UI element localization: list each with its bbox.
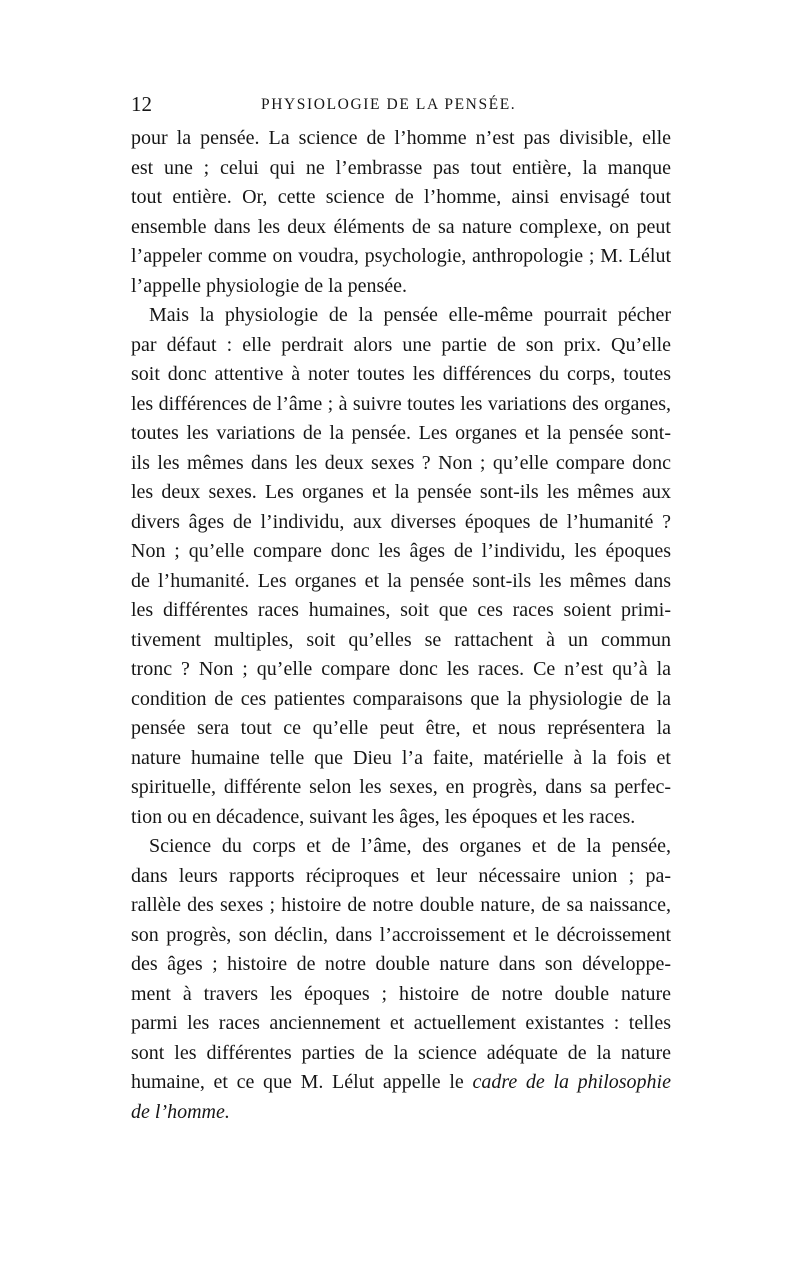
paragraph xyxy=(131,301,671,832)
text-line: ment à travers les époques ; histoire de notre double nature xyxy=(131,982,671,1005)
text-line: ensemble dans les deux éléments de sa nature complexe, on peut xyxy=(131,215,671,238)
italic-text-run: cadre de la philosophie xyxy=(472,1071,671,1093)
text-line: les différentes races humaines, soit que ces races soient primi- xyxy=(131,599,671,621)
body-text xyxy=(131,124,671,1127)
text-line: parmi les races anciennement et actuellement existantes : telles xyxy=(131,1012,671,1034)
text-line: tout entière. Or, cette science de l’homme, ainsi envisagé tout xyxy=(131,186,671,208)
text-line: pour la pensée. La science de l’homme n’est pas divisible, elle xyxy=(131,127,671,149)
text-line: tivement multiples, soit qu’elles se rattachent à un commun xyxy=(131,628,671,651)
paragraph xyxy=(131,124,671,301)
text-line: rallèle des sexes ; histoire de notre double nature, de sa naissance, xyxy=(131,894,671,916)
italic-text-run: de l’homme. xyxy=(131,1100,230,1123)
running-head xyxy=(131,92,671,116)
text-line: nature humaine telle que Dieu l’a faite, matérielle à la fois et xyxy=(131,746,671,769)
text-line: soit donc attentive à noter toutes les différences du corps, toutes xyxy=(131,363,671,385)
paragraph xyxy=(131,832,671,1127)
text-run: humaine, et ce que M. Lélut appelle le xyxy=(131,1071,473,1093)
text-line: des âges ; histoire de notre double nature dans son développe- xyxy=(131,953,671,975)
text-line xyxy=(131,1098,671,1128)
text-line: spirituelle, différente selon les sexes, en progrès, dans sa perfec- xyxy=(131,776,671,798)
text-line: dans leurs rapports réciproques et leur nécessaire union ; pa- xyxy=(131,864,671,887)
text-line xyxy=(131,1068,671,1098)
text-line: est une ; celui qui ne l’embrasse pas tout entière, la manque xyxy=(131,156,671,179)
text-line: les différences de l’âme ; à suivre toutes les variations des organes, xyxy=(131,392,671,415)
text-line: par défaut : elle perdrait alors une partie de son prix. Qu’elle xyxy=(131,333,671,356)
text-line: son progrès, son déclin, dans l’accroissement et le décroissement xyxy=(131,923,671,946)
text-line: tion ou en décadence, suivant les âges, les époques et les races. xyxy=(131,805,636,828)
text-line: sont les différentes parties de la science adéquate de la nature xyxy=(131,1041,671,1064)
running-title: PHYSIOLOGIE DE LA PENSÉE. xyxy=(261,96,517,113)
text-line: Non ; qu’elle compare donc les âges de l’individu, les époques xyxy=(131,540,671,562)
text-line: divers âges de l’individu, aux diverses époques de l’humanité ? xyxy=(131,510,671,533)
text-line: de l’humanité. Les organes et la pensée sont-ils les mêmes dans xyxy=(131,569,671,592)
text-line: ils les mêmes dans les deux sexes ? Non ; qu’elle compare donc xyxy=(131,451,671,474)
text-line: condition de ces patientes comparaisons que la physiologie de la xyxy=(131,687,671,710)
text-line: toutes les variations de la pensée. Les organes et la pensée sont- xyxy=(131,422,671,444)
text-line: Mais la physiologie de la pensée elle-même pourrait pécher xyxy=(149,304,671,326)
text-line: tronc ? Non ; qu’elle compare donc les races. Ce n’est qu’à la xyxy=(131,658,671,680)
text-line: les deux sexes. Les organes et la pensée sont-ils les mêmes aux xyxy=(131,481,671,503)
text-line: l’appelle physiologie de la pensée. xyxy=(131,274,408,297)
text-line: Science du corps et de l’âme, des organes et de la pensée, xyxy=(149,835,671,857)
page-number: 12 xyxy=(131,92,152,116)
text-line: pensée sera tout ce qu’elle peut être, et nous représentera la xyxy=(131,717,671,739)
text-line: l’appeler comme on voudra, psychologie, anthropologie ; M. Lélut xyxy=(131,245,671,267)
